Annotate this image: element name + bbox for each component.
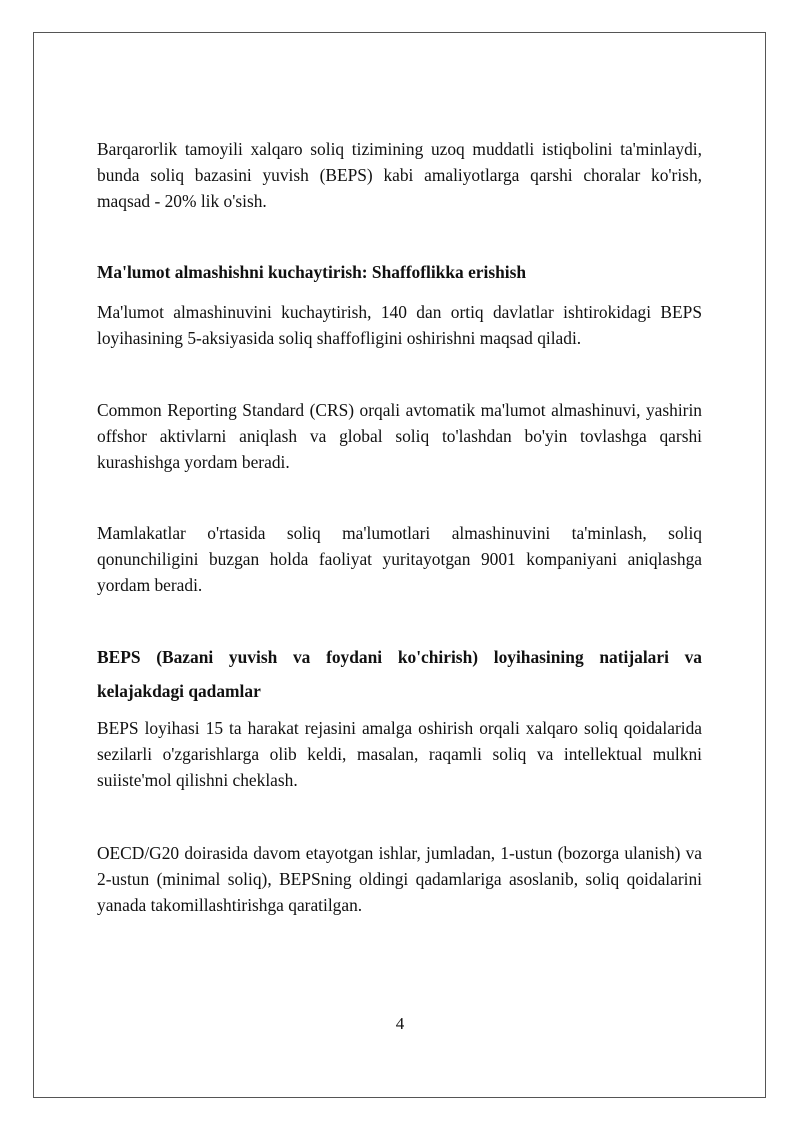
paragraph-crs: Common Reporting Standard (CRS) orqali avtomatik ma'lumot almashinuvi, yashirin offshor aktivlarni aniqlash va global soliq to'lashdan bo'yin tovlashga qarshi kurashishga yordam beradi. (97, 400, 702, 472)
paragraph-information-exchange: Ma'lumot almashinuvini kuchaytirish, 140 dan ortiq davlatlar ishtirokidagi BEPS loyihasining 5-aksiyasida soliq shaffofligini oshirishni maqsad qiladi. (97, 302, 702, 348)
paragraph-beps-actions: BEPS loyihasi 15 ta harakat rejasini amalga oshirish orqali xalqaro soliq qoidalarida sezilarli o'zgarishlarga olib keldi, masalan, raqamli soliq va intellektual mulkni suiiste'mol qilishni cheklash. (97, 718, 702, 790)
paragraph-tax-data-exchange: Mamlakatlar o'rtasida soliq ma'lumotlari almashinuvini ta'minlash, soliq qonunchiligini buzgan holda faoliyat yuritayotgan 9001 kompaniyani aniqlashga yordam beradi. (97, 523, 702, 595)
heading-information-exchange: Ma'lumot almashishni kuchaytirish: Shaffoflikka erishish (97, 262, 527, 282)
heading-beps-results: BEPS (Bazani yuvish va foydani ko'chirish) loyihasining natijalari va kelajakdagi qadamlar (97, 647, 702, 701)
page-number: 4 (395, 1014, 405, 1033)
paragraph-sustainability: Barqarorlik tamoyili xalqaro soliq tizimining uzoq muddatli istiqbolini ta'minlaydi, bunda soliq bazasini yuvish (BEPS) kabi amaliyotlarga qarshi choralar ko'rish, maqsad - 20% lik o'sish. (97, 139, 702, 211)
paragraph-oecd-g20: OECD/G20 doirasida davom etayotgan ishlar, jumladan, 1-ustun (bozorga ulanish) va 2-ustun (minimal soliq), BEPSning oldingi qadamlariga asoslanib, soliq qoidalarini yanada takomillashtirishga qaratilgan. (97, 843, 702, 915)
